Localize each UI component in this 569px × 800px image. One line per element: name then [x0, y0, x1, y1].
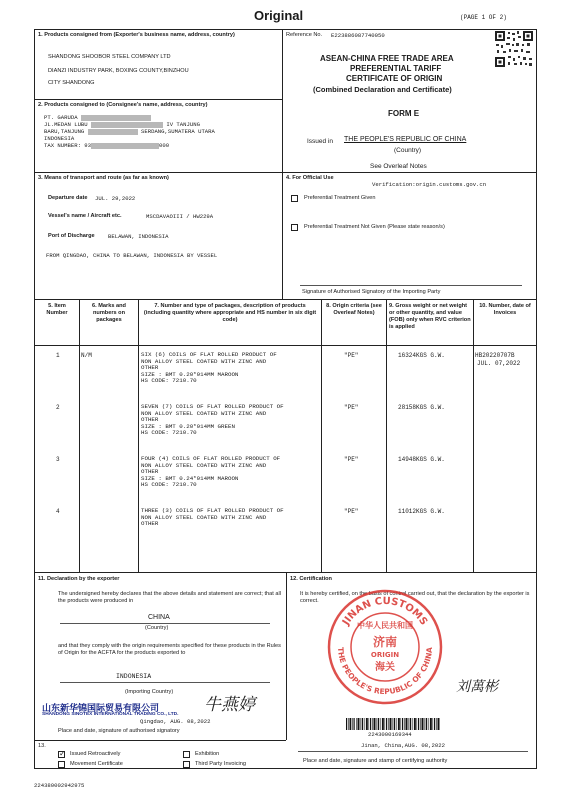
importing-signatory-label: Signature of Authorised Signatory of the Importing Party: [302, 289, 441, 295]
exporter-signature-label: Place and date, signature of authorised signatory: [58, 728, 180, 734]
form-title-line-2: PREFERENTIAL TARIFF: [350, 64, 442, 73]
consignee-address-1b: IV TANJUNG: [166, 121, 200, 128]
consignee-line-1: [44, 114, 151, 121]
certifier-signature: 刘萬彬: [456, 679, 498, 695]
consignee-tax-end: 000: [159, 142, 170, 149]
redaction-bar: [88, 129, 138, 135]
stamp-cn-bottom: 海关: [375, 662, 395, 673]
movement-certificate-checkbox[interactable]: [58, 761, 65, 768]
port-label: Port of Discharge: [48, 233, 95, 239]
box13-label: 13.: [38, 743, 46, 749]
certificate-title: Original: [254, 8, 304, 23]
movement-certificate-label: Movement Certificate: [70, 761, 123, 767]
col-origin-criteria: 8. Origin criteria (see Overleaf Notes): [326, 303, 382, 316]
consignee-address-2: BARU,TANJUNG: [44, 128, 85, 135]
exporter-line-3: CITY SHANDONG: [48, 80, 95, 86]
third-party-invoicing-label: Third Party Invoicing: [195, 761, 246, 767]
consignee-line-4: INDONESIA: [44, 135, 75, 142]
customs-stamp: [326, 588, 444, 706]
company-chop-cn: 山东新华锦国际贸易有限公司: [42, 703, 160, 713]
import-country: INDONESIA: [116, 673, 152, 680]
form-title-line-1: ASEAN-CHINA FREE TRADE AREA: [320, 54, 454, 63]
consignee-line-5: [44, 142, 169, 149]
redaction-bar: [91, 122, 163, 128]
qr-code-icon: [494, 30, 534, 68]
redaction-bar: [81, 115, 151, 121]
certification-text: It is hereby certified, on the basis of control carried out, that the declaration by the exporter is correct.: [300, 591, 530, 604]
col-marks: 6. Marks and numbers on packages: [92, 303, 126, 323]
item-invoice-number: HB20220707B: [475, 352, 515, 359]
preferential-given-label: Preferential Treatment Given: [304, 195, 376, 201]
box3-label: 3. Means of transport and route (as far as known): [38, 175, 169, 181]
exhibition-label: Exhibition: [195, 751, 220, 757]
port-of-discharge: BELAWAN, INDONESIA: [108, 233, 169, 240]
col-gross-weight: 9. Gross weight or net weight or other quantity, and value (FOB) only when RVC criterion is applied: [389, 303, 471, 330]
form-title-line-4: (Combined Declaration and Certificate): [313, 85, 452, 94]
exporter-signature: 牛燕婷: [204, 695, 255, 715]
consignee-line-3: [44, 128, 215, 135]
declaration-text-1: The undersigned hereby declares that the above details and statement are correct; that all the products were produced in: [58, 591, 281, 604]
country-label: (Country): [394, 147, 422, 154]
issued-retroactively-label: Issued Retroactively: [70, 751, 121, 757]
item-weight: 16324KGS G.W.: [398, 352, 445, 359]
vessel-name: MSCDAVAOIII / HW229A: [146, 213, 214, 220]
item-weight: 11012KGS G.W.: [398, 508, 445, 515]
issued-retroactively-checkbox[interactable]: [58, 751, 65, 758]
item-number: 4: [56, 508, 60, 515]
third-party-invoicing-checkbox[interactable]: [183, 761, 190, 768]
exporter-place-date: Qingdao, AUG. 08,2022: [140, 718, 211, 725]
exhibition-checkbox[interactable]: [183, 751, 190, 758]
item-description: THREE (3) COILS OF FLAT ROLLED PRODUCT OF NON ALLOY STEEL COATED WITH ZINC AND OTHER: [141, 507, 284, 528]
preferential-not-given-label: Preferential Treatment Not Given (Please state reason/s): [304, 224, 445, 230]
page-indicator: (PAGE 1 OF 2): [460, 14, 507, 21]
box12-label: 12. Certification: [290, 576, 332, 582]
barcode-number: 2243000169344: [368, 731, 412, 738]
departure-label: Departure date: [48, 195, 88, 201]
issuing-country: THE PEOPLE'S REPUBLIC OF CHINA: [344, 136, 467, 143]
stamp-outer-bottom-text: THE PEOPLE'S REPUBLIC OF CHINA: [335, 646, 435, 697]
box4-label: 4. For Official Use: [286, 175, 334, 181]
vessel-label: Vessel's name / Aircraft etc.: [48, 213, 122, 219]
departure-date: JUL. 29,2022: [95, 195, 136, 202]
issued-in-label: Issued in: [307, 138, 334, 145]
preferential-not-given-checkbox[interactable]: [291, 224, 298, 231]
stamp-cn-mid: 济南: [372, 635, 398, 649]
route: FROM QINGDAO, CHINA TO BELAWAN, INDONESIA BY VESSEL: [46, 252, 218, 259]
item-invoice-date: JUL. 07,2022: [477, 360, 521, 367]
col-invoices: 10. Number, date of Invoices: [479, 303, 531, 316]
item-number: 1: [56, 352, 60, 359]
certifier-place-date: Jinan, China,AUG. 08,2022: [361, 742, 445, 749]
certifier-signature-label: Place and date, signature and stamp of certifying authority: [303, 758, 448, 764]
footer-serial-number: 224380002942975: [34, 782, 85, 789]
item-weight: 14948KGS G.W.: [398, 456, 445, 463]
consignee-address-1: JL.MEDAN LUBU: [44, 121, 88, 128]
item-description: FOUR (4) COILS OF FLAT ROLLED PRODUCT OF NON ALLOY STEEL COATED WITH ZINC AND OTHER SIZE : BMT 0.24*914MM MAROON HS CODE: 7210.70: [141, 455, 281, 489]
preferential-given-checkbox[interactable]: [291, 195, 298, 202]
box1-label: 1. Products consigned from (Exporter's business name, address, country): [38, 32, 235, 38]
declaration-text-2: and that they comply with the origin requirements specified for these products in the Rules of Origin for the ACFTA for the products exported to: [58, 643, 281, 656]
box2-label: 2. Products consigned to (Consignee's name, address, country): [38, 102, 208, 108]
company-chop-en: SHANDONG SINOTEX INTERNATIONAL TRADING CO., LTD.: [42, 712, 179, 717]
verification-url: Verification:origin.customs.gov.cn: [372, 181, 487, 188]
item-description: SIX (6) COILS OF FLAT ROLLED PRODUCT OF NON ALLOY STEEL COATED WITH ZINC AND OTHER SIZE : BMT 0.20*914MM MAROON HS CODE: 7210.70: [141, 351, 277, 385]
form-e-title: FORM E: [388, 109, 420, 118]
consignee-address-2b: SERDANG,SUMATERA UTARA: [141, 128, 215, 135]
item-number: 3: [56, 456, 60, 463]
reference-number: E223886087740050: [331, 32, 385, 39]
item-weight: 28158KGS G.W.: [398, 404, 445, 411]
declaration-country: CHINA: [148, 614, 170, 621]
stamp-origin: ORIGIN: [370, 651, 400, 659]
barcode-icon: [346, 718, 440, 730]
item-origin-criteria: "PE": [344, 508, 359, 515]
declaration-country-label: (Country): [145, 625, 169, 631]
stamp-cn-top: 中华人民共和国: [357, 621, 413, 630]
consignee-line-2: [44, 121, 200, 128]
item-origin-criteria: "PE": [344, 456, 359, 463]
col-description: 7. Number and type of packages, description of products (including quantity where appropriate and HS number in six digit code): [143, 303, 317, 323]
box11-label: 11. Declaration by the exporter: [38, 576, 120, 582]
redaction-bar: [91, 143, 159, 149]
see-overleaf-notes: See Overleaf Notes: [370, 163, 427, 170]
item-number: 2: [56, 404, 60, 411]
exporter-line-1: SHANDONG SHOOBOR STEEL COMPANY LTD: [48, 54, 171, 60]
consignee-name: PT. GARUDA: [44, 114, 78, 121]
item-marks: N/M: [81, 352, 92, 359]
item-description: SEVEN (7) COILS OF FLAT ROLLED PRODUCT OF NON ALLOY STEEL COATED WITH ZINC AND OTHER SIZE : BMT 0.20*914MM GREEN HS CODE: 7210.70: [141, 403, 284, 437]
item-origin-criteria: "PE": [344, 404, 359, 411]
stamp-outer-top-text: JINAN CUSTOMS: [340, 595, 430, 628]
item-origin-criteria: "PE": [344, 352, 359, 359]
consignee-tax-label: TAX NUMBER: 93: [44, 142, 91, 149]
reference-label: Reference No.: [286, 32, 323, 38]
importing-country-label: (Importing Country): [125, 689, 174, 695]
exporter-line-2: DIANZI INDUSTRY PARK, BOXING COUNTY,BINZHOU: [48, 68, 189, 74]
form-title-line-3: CERTIFICATE OF ORIGIN: [346, 74, 443, 83]
col-item-number: 5. Item Number: [46, 303, 68, 316]
